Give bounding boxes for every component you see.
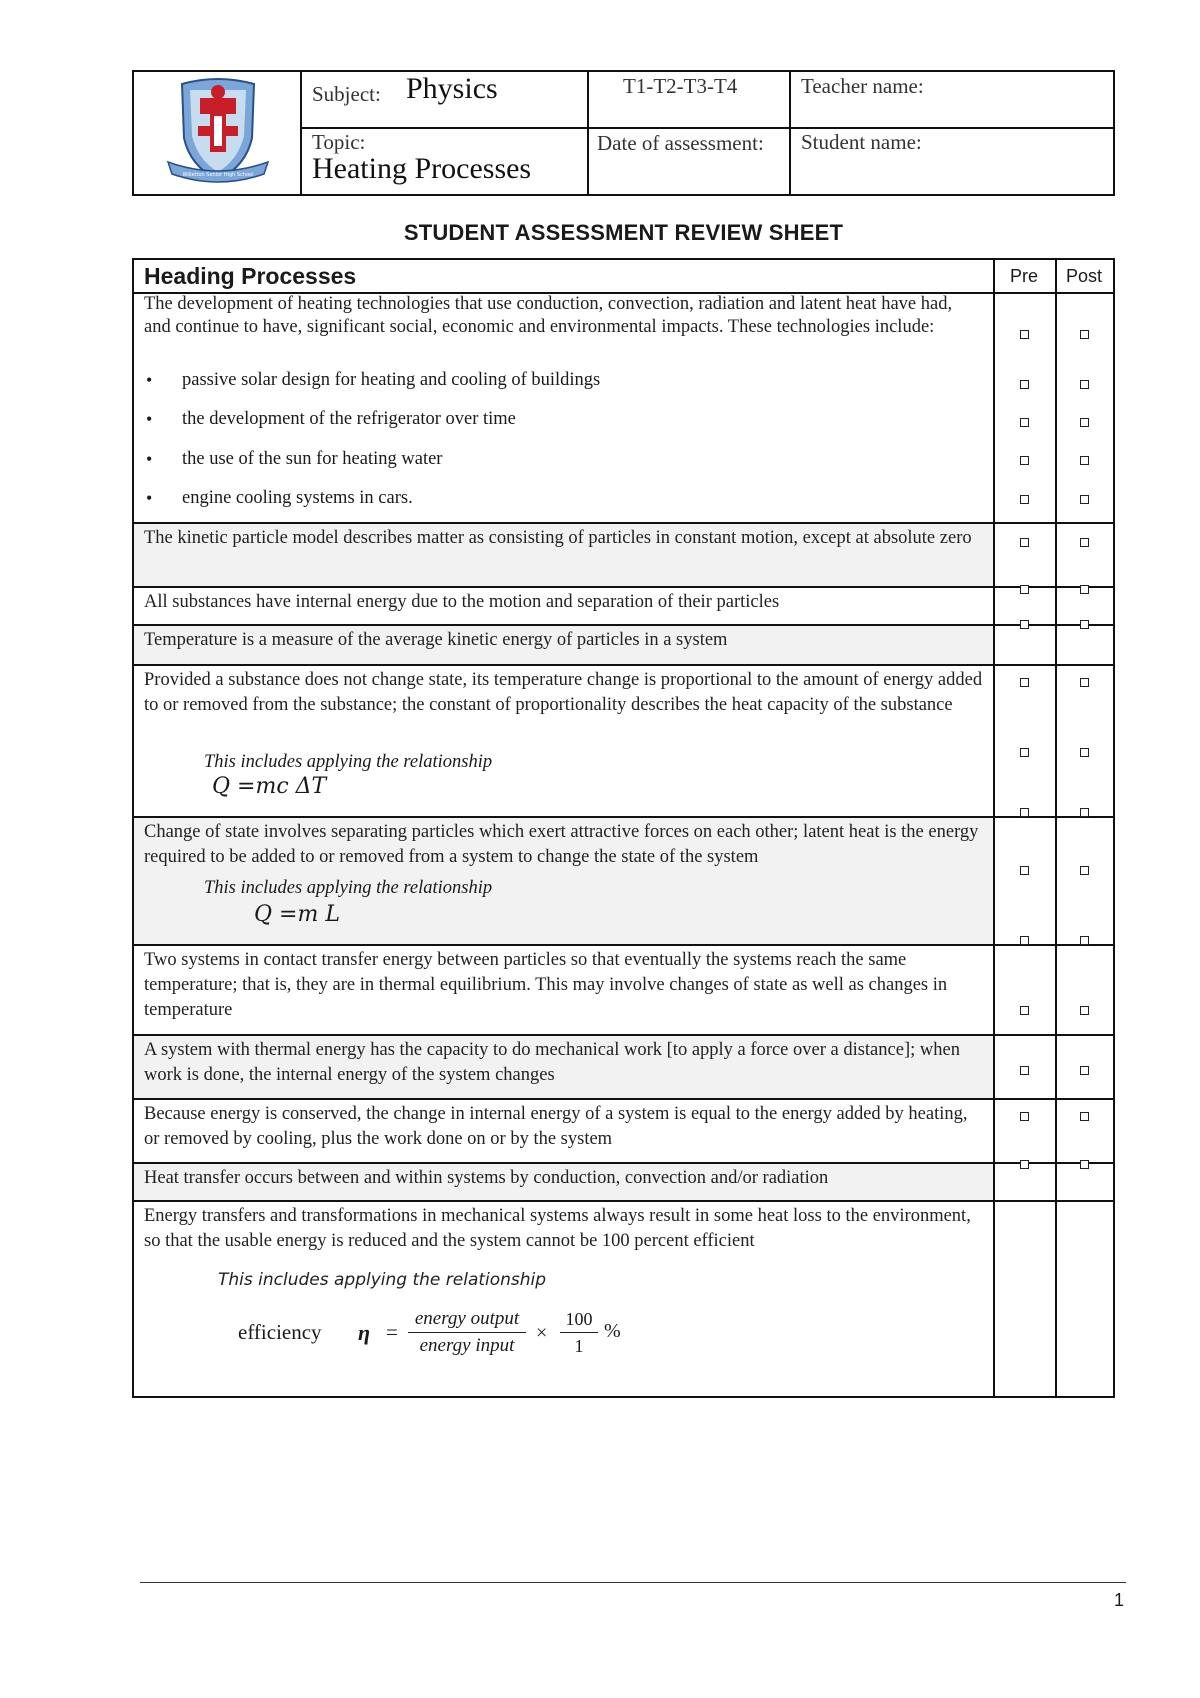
subject-label: Subject: (312, 82, 381, 106)
subject-value: Physics (406, 72, 498, 105)
row-text: Heat transfer occurs between and within systems by conduction, convection and/or radiation (144, 1168, 829, 1188)
post-checkbox[interactable] (1080, 330, 1089, 339)
post-checkbox[interactable] (1080, 808, 1089, 817)
pre-checkbox[interactable] (1020, 620, 1029, 629)
pre-checkbox[interactable] (1020, 1112, 1029, 1121)
pre-checkbox[interactable] (1020, 456, 1029, 465)
page-number: 1 (1113, 1590, 1124, 1610)
row-text: Energy transfers and transformations in mechanical systems always result in some heat loss to the environment, so that the usable energy is reduced and the system cannot be 100 percent efficient (144, 1206, 971, 1251)
pre-checkbox[interactable] (1020, 866, 1029, 875)
table-row (134, 1162, 1113, 1200)
post-checkbox[interactable] (1080, 495, 1089, 504)
student-name-label: Student name: (801, 130, 922, 154)
post-checkbox[interactable] (1080, 620, 1089, 629)
pre-checkbox[interactable] (1020, 808, 1029, 817)
footer-divider (140, 1582, 1126, 1583)
bullet-text: the development of the refrigerator over time (182, 409, 516, 429)
pre-checkbox[interactable] (1020, 748, 1029, 757)
pre-checkbox[interactable] (1020, 1066, 1029, 1075)
post-checkbox[interactable] (1080, 456, 1089, 465)
pre-checkbox[interactable] (1020, 585, 1029, 594)
bullet-text: passive solar design for heating and cooling of buildings (182, 370, 601, 390)
school-crest-logo (160, 76, 276, 192)
pre-checkbox[interactable] (1020, 495, 1029, 504)
pre-checkbox[interactable] (1020, 1006, 1029, 1015)
header-table (132, 70, 1115, 196)
post-checkbox[interactable] (1080, 866, 1089, 875)
sheet-title: STUDENT ASSESSMENT REVIEW SHEET (403, 220, 844, 245)
table-row (134, 586, 1113, 624)
post-checkbox[interactable] (1080, 748, 1089, 757)
post-checkbox[interactable] (1080, 1066, 1089, 1075)
post-checkbox[interactable] (1080, 1006, 1089, 1015)
pre-checkbox[interactable] (1020, 1160, 1029, 1169)
pre-checkbox[interactable] (1020, 380, 1029, 389)
table-row (134, 624, 1113, 664)
pre-checkbox[interactable] (1020, 936, 1029, 945)
efficiency-equation: efficiency η = energy output energy input × 100 1 % (238, 1306, 678, 1366)
table-row (134, 1200, 1113, 1396)
pre-checkbox[interactable] (1020, 538, 1029, 547)
table-row (134, 522, 1113, 586)
relationship-note: This includes applying the relationship (218, 1270, 547, 1290)
post-checkbox[interactable] (1080, 380, 1089, 389)
row-text: All substances have internal energy due to the motion and separation of their particles (144, 592, 780, 612)
post-checkbox[interactable] (1080, 585, 1089, 594)
row-text: Provided a substance does not change state, its temperature change is proportional to the amount of energy added to or removed from the substance; the constant of proportionality describes the heat capacity of the substance (144, 670, 983, 715)
post-column-header: Post (1065, 266, 1103, 286)
pre-checkbox[interactable] (1020, 678, 1029, 687)
table-row: The development of heating technologies that use conduction, convection, radiation and latent heat have had, and continue to have, significant social, economic and environmental impacts. These technologies include: • passive solar design for heating and cooling of buildings • the development of the refrigerator over time • the use of the sun for heating water • engine cooling systems in cars. (134, 292, 1113, 522)
eta-symbol: η (358, 1320, 371, 1345)
efficiency-word: efficiency (238, 1320, 322, 1344)
topic-label: Topic: (312, 130, 366, 154)
relationship-note: This includes applying the relationship (204, 878, 493, 898)
crest-banner-text: Willetton Senior High School (182, 172, 254, 178)
row-text: Temperature is a measure of the average kinetic energy of particles in a system (144, 630, 728, 650)
bullet-text: the use of the sun for heating water (182, 449, 443, 469)
date-of-assessment-label: Date of assessment: (597, 131, 764, 155)
topic-value: Heating Processes (312, 152, 532, 185)
table-row (134, 1034, 1113, 1098)
pre-column-header: Pre (1009, 266, 1038, 286)
latent-heat-equation: Q =m L (254, 902, 340, 927)
table-row (134, 816, 1113, 944)
table-row (134, 1098, 1113, 1162)
table-row (134, 664, 1113, 816)
fraction-energy: energy output energy input (408, 1306, 526, 1359)
post-checkbox[interactable] (1080, 1160, 1089, 1169)
post-checkbox[interactable] (1080, 538, 1089, 547)
row-text: A system with thermal energy has the capacity to do mechanical work [to apply a force over a distance]; when work is done, the internal energy of the system changes (144, 1040, 960, 1085)
row-text: The kinetic particle model describes matter as consisting of particles in constant motion, except at absolute zero (144, 528, 972, 548)
row-text: Change of state involves separating particles which exert attractive forces on each other; latent heat is the energy required to be added to or removed from a system to change the state of the system (144, 822, 979, 867)
row-text: Two systems in contact transfer energy between particles so that eventually the systems reach the same temperature; that is, they are in thermal equilibrium. This may involve changes of state as well as changes in temperature (144, 950, 948, 1020)
bullet-text: engine cooling systems in cars. (182, 488, 413, 508)
post-checkbox[interactable] (1080, 1112, 1089, 1121)
row-text: Because energy is conserved, the change in internal energy of a system is equal to the energy added by heating, or removed by cooling, plus the work done on or by the system (144, 1104, 968, 1149)
heat-capacity-equation: Q =mc ΔT (212, 774, 327, 799)
post-checkbox[interactable] (1080, 936, 1089, 945)
fraction-100: 100 1 (560, 1306, 598, 1359)
post-checkbox[interactable] (1080, 678, 1089, 687)
table-heading: Heading Processes (144, 263, 357, 289)
row-text: The development of heating technologies that use conduction, convection, radiation and latent heat have had, and continue to have, significant social, economic and environmental impacts. These technologies include: (144, 294, 953, 337)
pre-checkbox[interactable] (1020, 330, 1029, 339)
terms-text: T1-T2-T3-T4 (623, 74, 738, 98)
assessment-table (132, 258, 1115, 1398)
relationship-note: This includes applying the relationship (204, 752, 493, 772)
table-row (134, 944, 1113, 1034)
pre-checkbox[interactable] (1020, 418, 1029, 427)
teacher-name-label: Teacher name: (801, 74, 924, 98)
post-checkbox[interactable] (1080, 418, 1089, 427)
